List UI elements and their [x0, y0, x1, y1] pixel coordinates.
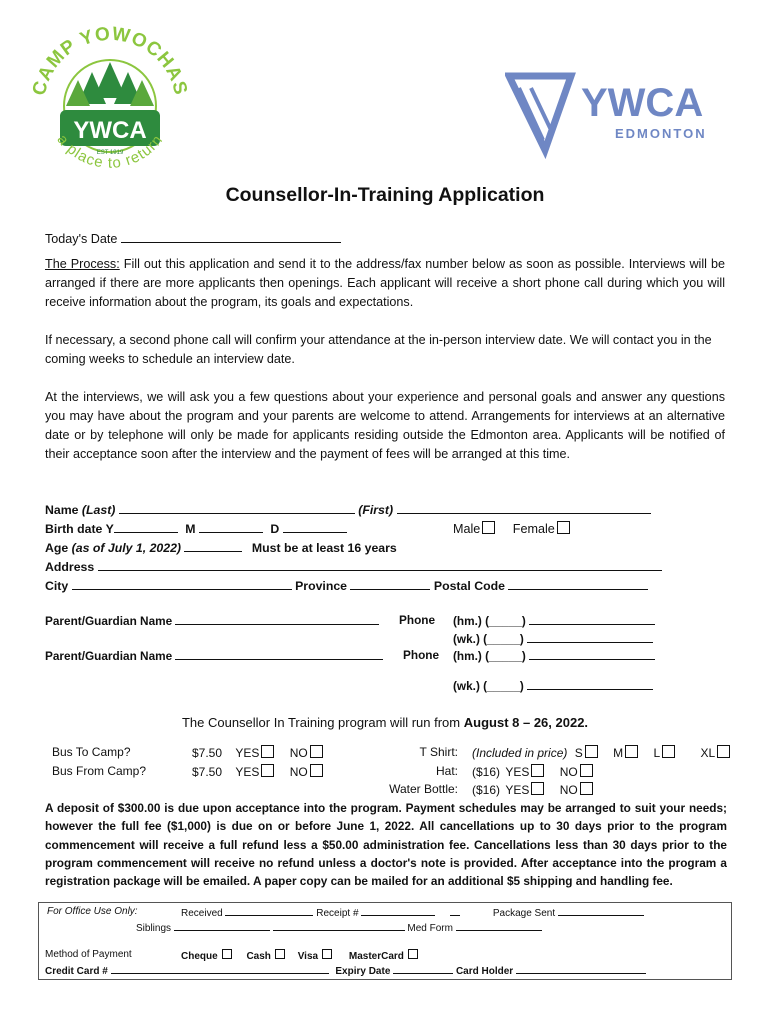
- hat-price: ($16): [472, 765, 501, 779]
- parent1-label: Parent/Guardian Name: [45, 614, 173, 628]
- hat-no-label: NO: [559, 765, 578, 779]
- hat-yes-label: YES: [505, 765, 530, 779]
- name-label: Name: [45, 503, 79, 517]
- med-form-field[interactable]: [456, 921, 542, 931]
- birth-year-label: Birth date Y: [45, 522, 114, 536]
- birth-year-field[interactable]: [114, 521, 178, 533]
- bus-to-no-checkbox[interactable]: [310, 745, 323, 758]
- city-row: [45, 578, 648, 593]
- siblings-label: Siblings: [136, 923, 172, 934]
- ywca-city: EDMONTON: [615, 126, 705, 141]
- hat-no-checkbox[interactable]: [580, 764, 593, 777]
- address-row: [45, 559, 662, 574]
- camp-badge-text: YWCA: [73, 117, 147, 144]
- age-label: Age: [45, 541, 69, 555]
- payment-method-label: Method of Payment: [45, 949, 132, 960]
- bus-to-price: $7.50: [192, 746, 223, 760]
- parent2-home-phone: [453, 648, 655, 663]
- received-field[interactable]: [225, 906, 313, 916]
- tshirt-note: (Included in price): [472, 746, 568, 760]
- bottle-yes-label: YES: [505, 783, 530, 797]
- water-bottle-options: [472, 782, 593, 797]
- parent2-phone-label: Phone: [403, 648, 440, 662]
- female-checkbox[interactable]: [557, 521, 570, 534]
- address-field[interactable]: [98, 559, 662, 571]
- name-row: [45, 502, 651, 517]
- process-label: The Process:: [45, 257, 120, 271]
- page-title: Counsellor-In-Training Application: [225, 184, 545, 206]
- bus-from-no-checkbox[interactable]: [310, 764, 323, 777]
- size-xl-label: XL: [700, 746, 716, 760]
- parent2-hm-label: (hm.) (_____): [453, 649, 526, 663]
- bus-to-no-label: NO: [289, 746, 308, 760]
- hat-yes-checkbox[interactable]: [531, 764, 544, 777]
- bus-from-options: [192, 764, 323, 779]
- age-as-of-label: (as of July 1, 2022): [71, 541, 182, 555]
- parent1-name-field[interactable]: [175, 613, 379, 625]
- siblings-field-2[interactable]: [273, 921, 405, 931]
- office-siblings-row: [136, 921, 542, 934]
- parent1-phone-label: Phone: [399, 613, 436, 627]
- interview-details-paragraph: At the interviews, we will ask you a few questions about your experience and personal goals and answer any questions you may have about the program and your parents are welcome to attend. Arrangements for interviews at an alternative date or by telephone will only be made for applicants residing outside the Edmonton area. Applicants will be notified of their acceptance soon after the interview and the payment of fees will be arranged at this time.: [45, 390, 725, 461]
- process-text: Fill out this application and send it to the address/fax number below as soon as possible. Interviews will be arranged if there are more applicants then openings. Each applicant will receive a short phone call during which you will receive information about the program, its goals and expectations.: [45, 257, 725, 309]
- bus-to-yes-label: YES: [235, 746, 260, 760]
- med-form-label: Med Form: [407, 923, 453, 934]
- bus-from-price: $7.50: [192, 765, 223, 779]
- birth-day-field[interactable]: [283, 521, 347, 533]
- camp-arc-text: CAMP YOWOCHAS: [30, 23, 190, 98]
- received-label: Received: [181, 908, 223, 919]
- parent1-home-phone: [453, 613, 655, 628]
- camp-logo-graphic: [30, 14, 190, 184]
- expiry-label: Expiry Date: [335, 966, 391, 977]
- last-name-field[interactable]: [119, 502, 355, 514]
- interview-paragraph: If necessary, a second phone call will confirm your attendance at the in-person interview date. We will contact you in the coming weeks to schedule an interview date.: [45, 333, 712, 366]
- visa-checkbox[interactable]: [322, 949, 332, 959]
- size-l-checkbox[interactable]: [662, 745, 675, 758]
- parent1-hm-field[interactable]: [529, 613, 655, 625]
- program-dates-line: [0, 715, 770, 730]
- tshirt-label: T Shirt:: [419, 745, 458, 759]
- bus-from-no-label: NO: [289, 765, 308, 779]
- payment-method-options: [181, 949, 418, 962]
- office-title: For Office Use Only:: [47, 906, 138, 917]
- hat-options: [472, 764, 593, 779]
- package-sent-label: Package Sent: [492, 908, 556, 919]
- size-l-label: L: [653, 746, 661, 760]
- camp-est-text: EST 1919: [96, 150, 124, 156]
- first-name-field[interactable]: [397, 502, 651, 514]
- bottle-price: ($16): [472, 783, 501, 797]
- parent2-wk-field[interactable]: [527, 678, 653, 690]
- parent2-work-phone: [453, 678, 653, 693]
- ywca-name: YWCA: [581, 81, 704, 125]
- parent2-name-field[interactable]: [175, 648, 383, 660]
- todays-date-label: Today's Date: [45, 232, 118, 246]
- expiry-field[interactable]: [393, 964, 453, 974]
- cheque-label: Cheque: [181, 951, 218, 962]
- size-s-label: S: [574, 746, 583, 760]
- receipt-extra-field[interactable]: [450, 906, 460, 916]
- male-label: Male: [453, 522, 481, 536]
- bus-from-label: Bus From Camp?: [52, 764, 147, 778]
- parent2-row: [45, 648, 383, 663]
- office-received-row: [181, 906, 644, 919]
- parent1-work-phone: [453, 631, 653, 646]
- size-s-checkbox[interactable]: [585, 745, 598, 758]
- card-holder-field[interactable]: [516, 964, 646, 974]
- deposit-terms: A deposit of $300.00 is due upon acceptance into the program. Payment schedules may be arranged to suit your needs; however the full fee ($1,000) is due on or before June 1, 2022. All cancellations up to 30 days prior to the program commencement will receive a full refund less a $50.00 administration fee. Cancellations less than 30 days prior to the program commencement will receive no refund unless a doctor's note is provided. After acceptance into the program a registration package will be emailed. A paper copy can be mailed for an additional $5 shipping and handling fee.: [45, 801, 727, 889]
- cash-label: Cash: [246, 951, 271, 962]
- camp-tagline: a place to return: [53, 131, 167, 172]
- bottle-yes-checkbox[interactable]: [531, 782, 544, 795]
- ywca-logo-graphic: [505, 70, 705, 160]
- receipt-label: Receipt #: [316, 908, 359, 919]
- parent1-row: [45, 613, 379, 628]
- last-name-label: (Last): [81, 503, 116, 517]
- camp-yowochas-logo: [30, 14, 190, 184]
- parent1-wk-label: (wk.) (_____): [453, 632, 524, 646]
- parent2-label: Parent/Guardian Name: [45, 649, 173, 663]
- bus-to-yes-checkbox[interactable]: [261, 745, 274, 758]
- male-checkbox[interactable]: [482, 521, 495, 534]
- program-dates-prefix: The Counsellor In Training program will run from: [181, 715, 461, 730]
- parent1-hm-label: (hm.) (_____): [453, 614, 526, 628]
- postal-code-label: Postal Code: [433, 579, 505, 593]
- bus-to-options: [192, 745, 323, 760]
- todays-date-row: [45, 230, 341, 249]
- gender-row: [453, 521, 570, 536]
- ywca-edmonton-logo: [505, 70, 705, 160]
- address-label: Address: [45, 560, 95, 574]
- water-bottle-label: Water Bottle:: [389, 782, 458, 796]
- city-label: City: [45, 579, 69, 593]
- credit-card-row: [45, 964, 646, 977]
- birth-month-field[interactable]: [199, 521, 263, 533]
- bus-from-yes-checkbox[interactable]: [261, 764, 274, 777]
- province-label: Province: [295, 579, 348, 593]
- birth-month-label: M: [185, 522, 196, 536]
- female-label: Female: [512, 522, 555, 536]
- parent2-wk-label: (wk.) (_____): [453, 679, 524, 693]
- first-name-label: (First): [358, 503, 394, 517]
- bottle-no-label: NO: [559, 783, 578, 797]
- receipt-field[interactable]: [361, 906, 435, 916]
- cheque-checkbox[interactable]: [222, 949, 232, 959]
- age-row: [45, 540, 397, 555]
- credit-card-label: Credit Card #: [45, 966, 108, 977]
- city-field[interactable]: [72, 578, 292, 590]
- visa-label: Visa: [297, 951, 319, 962]
- birth-date-row: [45, 521, 347, 536]
- size-m-checkbox[interactable]: [625, 745, 638, 758]
- siblings-field[interactable]: [174, 921, 270, 931]
- cash-checkbox[interactable]: [275, 949, 285, 959]
- package-sent-field[interactable]: [558, 906, 644, 916]
- mastercard-label: MasterCard: [348, 951, 404, 962]
- size-m-label: M: [613, 746, 624, 760]
- process-paragraph: [45, 255, 725, 312]
- birth-day-label: D: [270, 522, 280, 536]
- parent2-hm-field[interactable]: [529, 648, 655, 660]
- age-requirement-note: Must be at least 16 years: [251, 541, 397, 555]
- bus-from-yes-label: YES: [235, 765, 260, 779]
- mastercard-checkbox[interactable]: [408, 949, 418, 959]
- age-field[interactable]: [184, 540, 242, 552]
- size-xl-checkbox[interactable]: [717, 745, 730, 758]
- bus-to-label: Bus To Camp?: [52, 745, 131, 759]
- todays-date-field[interactable]: [121, 231, 341, 243]
- bottle-no-checkbox[interactable]: [580, 782, 593, 795]
- card-holder-label: Card Holder: [455, 966, 514, 977]
- postal-code-field[interactable]: [508, 578, 648, 590]
- tshirt-options: [472, 745, 730, 760]
- hat-label: Hat:: [435, 764, 458, 778]
- credit-card-field[interactable]: [111, 964, 329, 974]
- province-field[interactable]: [350, 578, 430, 590]
- parent1-wk-field[interactable]: [527, 631, 653, 643]
- program-dates: August 8 – 26, 2022.: [463, 715, 589, 730]
